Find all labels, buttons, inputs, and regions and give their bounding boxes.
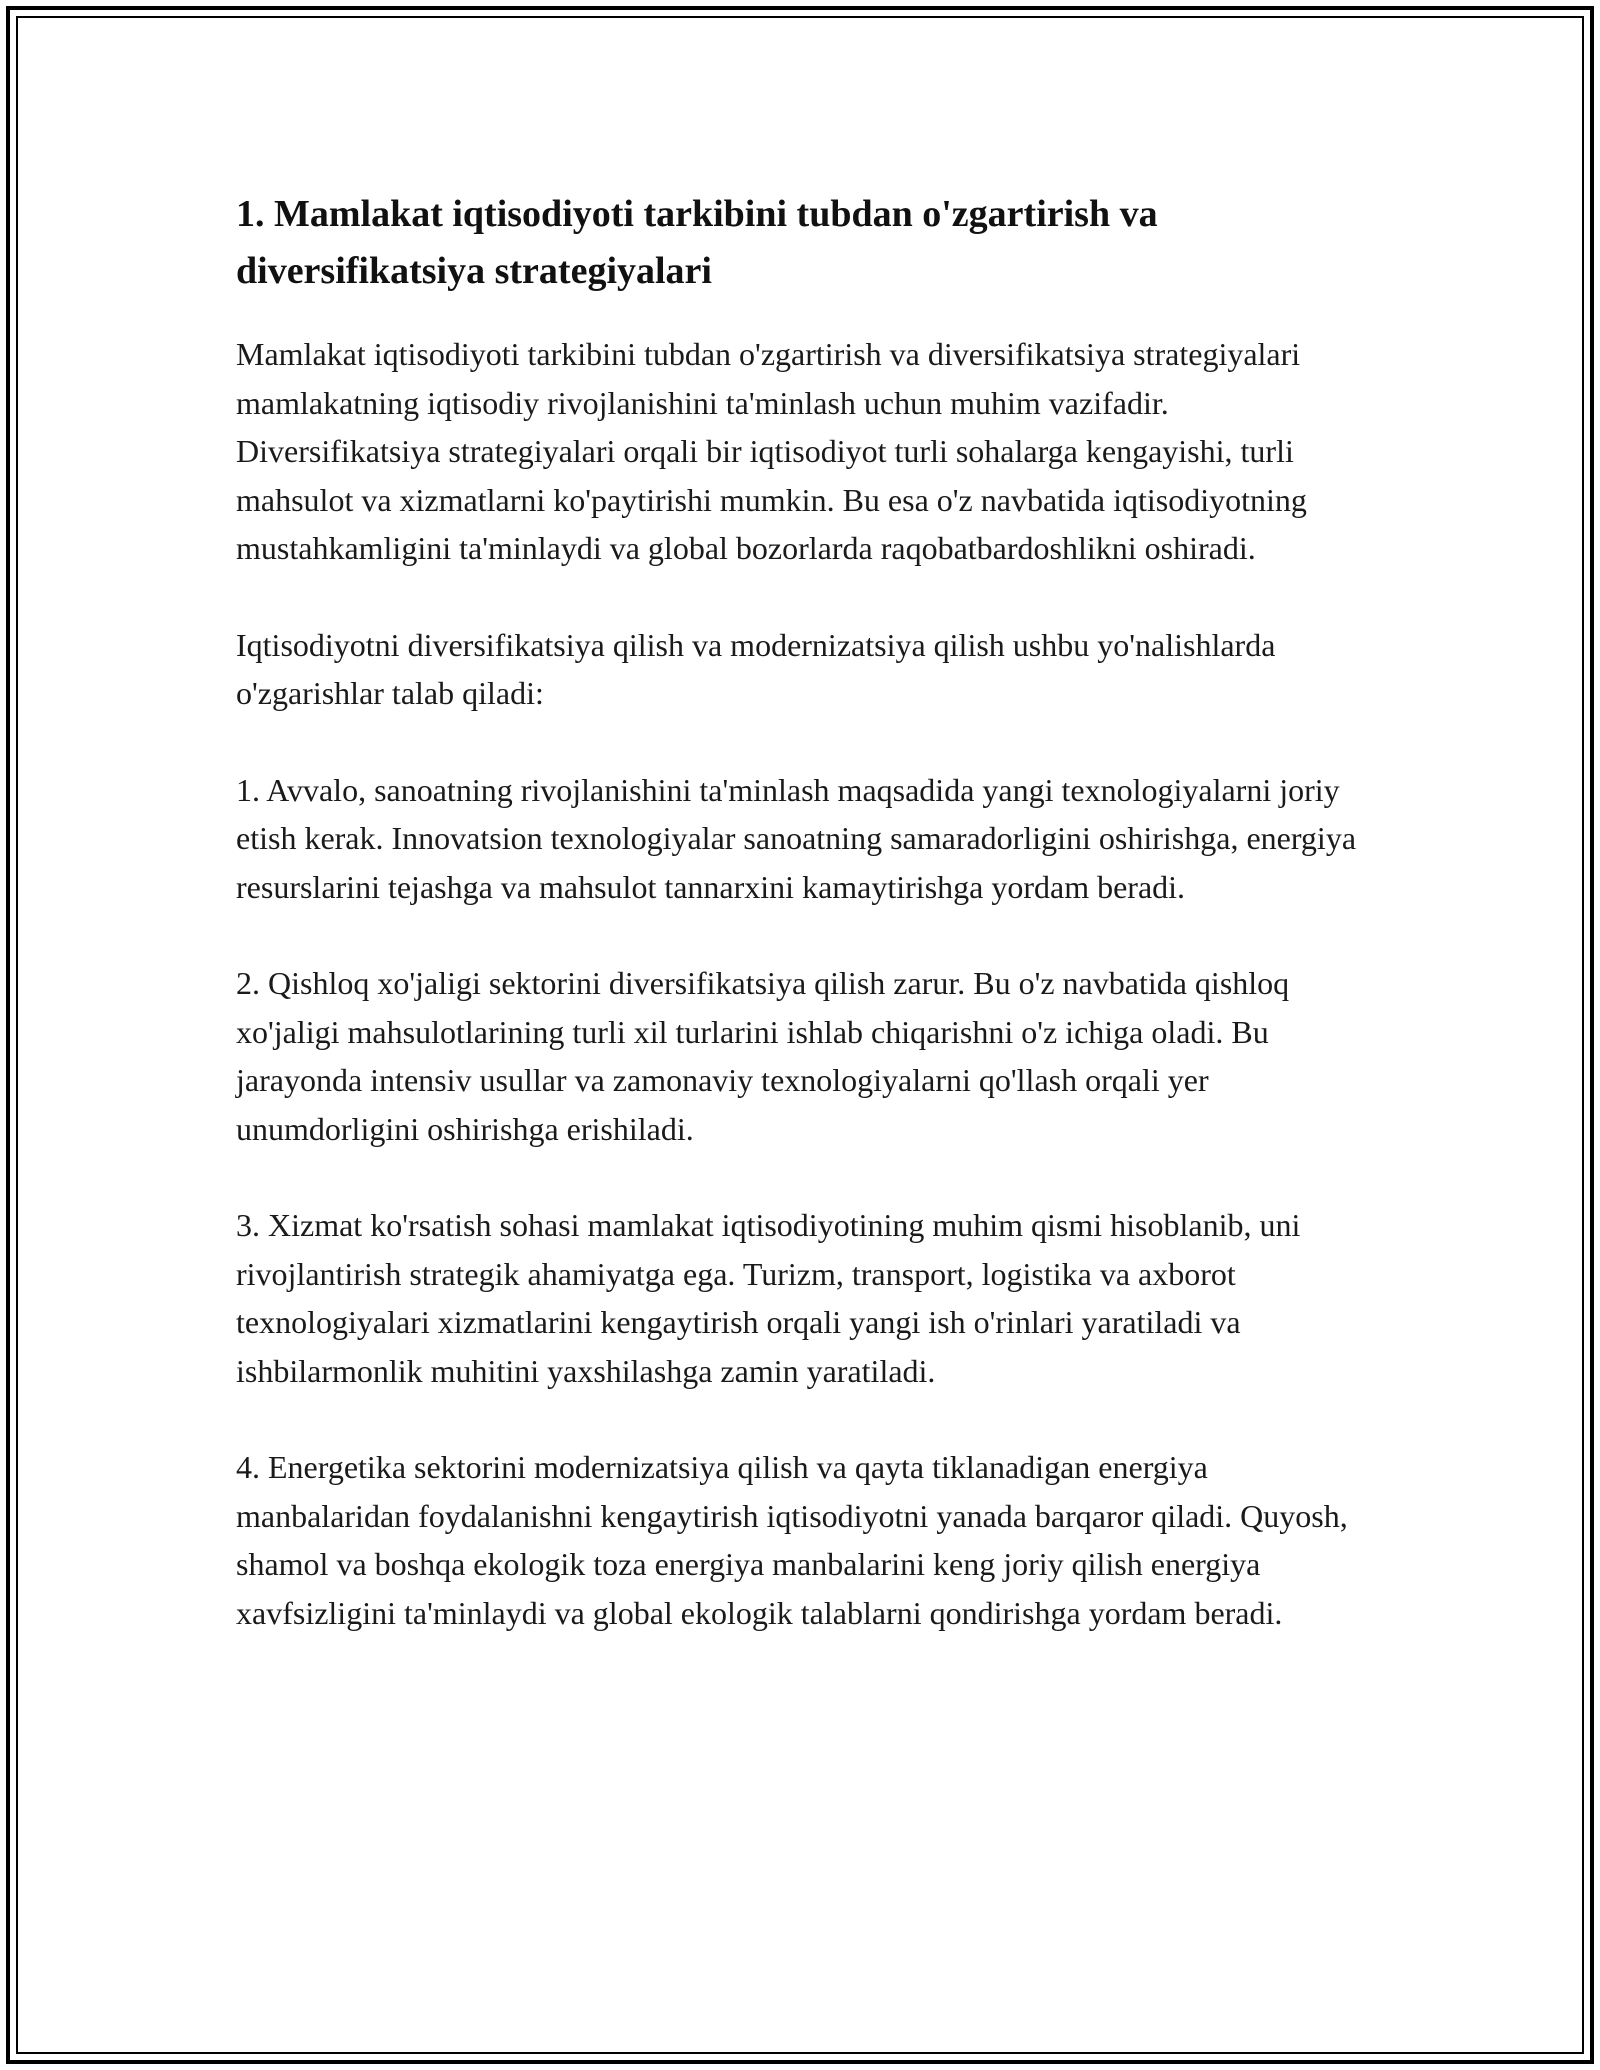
list-intro-paragraph: Iqtisodiyotni diversifikatsiya qilish va modernizatsiya qilish ushbu yo'nalishlarda o'zgarishlar talab qiladi: [236,626,1276,711]
list-item-energy: 4. Energetika sektorini modernizatsiya qilish va qayta tiklanadigan energiya manbalaridan foydalanishni kengaytirish iqtisodiyotni yanada barqaror qiladi. Quyosh, shamol va boshqa ekologik toza energiya manbalarini keng joriy qilish energiya xavfsizligini ta'minlaydi va global ekologik talablarni qondirishga yordam beradi. [236,1449,1348,1631]
document-body [236,186,1366,1685]
list-item-industry: 1. Avvalo, sanoatning rivojlanishini ta'minlash maqsadida yangi texnologiyalarni joriy etish kerak. Innovatsion texnologiyalar sanoatning samaradorligini oshirishga, energiya resurslarini tejashga va mahsulot tannarxini kamaytirishga yordam beradi. [236,771,1357,905]
list-item-agriculture: 2. Qishloq xo'jaligi sektorini diversifikatsiya qilish zarur. Bu o'z navbatida qishloq xo'jaligi mahsulotlarining turli xil turlarini ishlab chiqarishni o'z ichiga oladi. Bu jarayonda intensiv usullar va zamonaviy texnologiyalarni qo'llash orqali yer unumdorligini oshirishga erishiladi. [236,965,1290,1147]
intro-paragraph: Mamlakat iqtisodiyoti tarkibini tubdan o'zgartirish va diversifikatsiya strategiyalari mamlakatning iqtisodiy rivojlanishini ta'minlash uchun muhim vazifadir. Diversifikatsiya strategiyalari orqali bir iqtisodiyot turli sohalarga kengayishi, turli mahsulot va xizmatlarni ko'paytirishi mumkin. Bu esa o'z navbatida iqtisodiyotning mustahkamligini ta'minlaydi va global bozorlarda raqobatbardoshlikni oshiradi. [236,336,1307,566]
document-title: 1. Mamlakat iqtisodiyoti tarkibini tubdan o'zgartirish va diversifikatsiya strategiyalari [236,193,1158,292]
list-item-services: 3. Xizmat ko'rsatish sohasi mamlakat iqtisodiyotining muhim qismi hisoblanib, uni rivojlantirish strategik ahamiyatga ega. Turizm, transport, logistika va axborot texnologiyalari xizmatlarini kengaytirish orqali yangi ish o'rinlari yaratiladi va ishbilarmonlik muhitini yaxshilashga zamin yaratiladi. [236,1207,1301,1389]
